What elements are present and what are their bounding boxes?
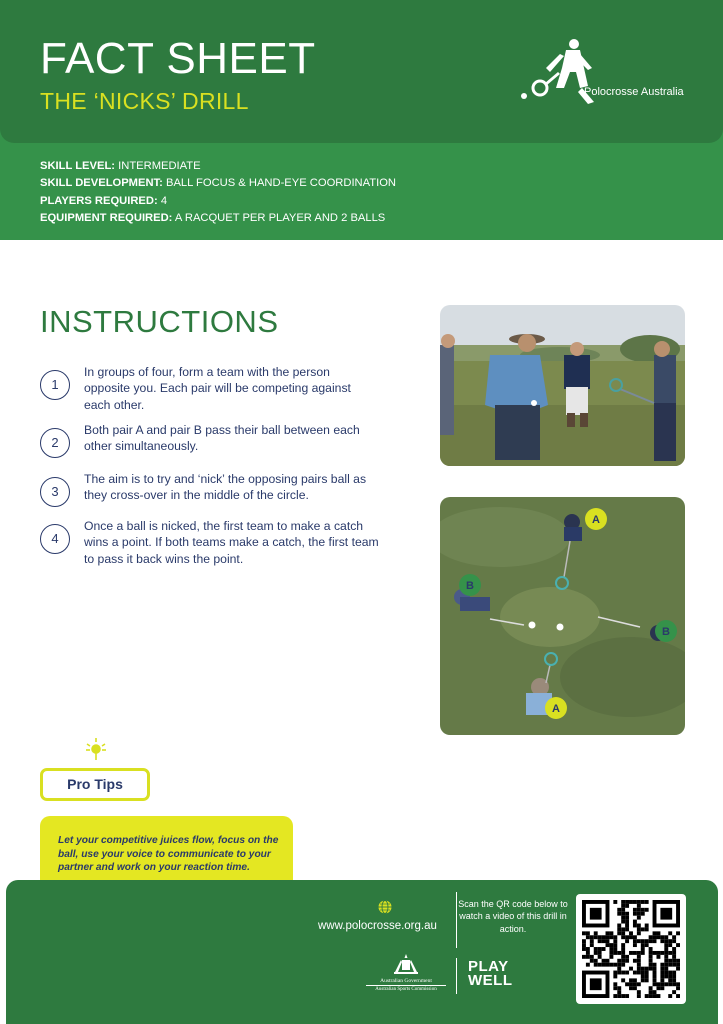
aerial-label-b-left: B xyxy=(466,580,474,592)
step-number-badge: 2 xyxy=(40,428,70,458)
qr-code-icon xyxy=(582,900,680,998)
website-link[interactable]: www.polocrosse.org.au xyxy=(318,920,437,932)
skill-level-line xyxy=(40,158,723,175)
drill-photo-players xyxy=(440,305,685,466)
instructions-heading: INSTRUCTIONS xyxy=(40,304,279,339)
step-text: The aim is to try and ‘nick’ the opposing pairs ball as they cross-over in the middle of the circle. xyxy=(84,472,367,503)
logo-text: Polocrosse Australia xyxy=(584,86,684,98)
qr-instructions: Scan the QR code below to watch a video of this drill in action. xyxy=(458,899,568,934)
aerial-label-a-top: A xyxy=(592,514,600,526)
pro-tips-heading: Pro Tips xyxy=(40,768,150,801)
government-logo xyxy=(366,954,446,998)
footer xyxy=(6,880,718,1024)
gov-line1: Australian Government xyxy=(380,978,432,984)
aerial-label-b-right: B xyxy=(662,626,670,638)
qr-code[interactable] xyxy=(576,894,686,1004)
step-text: In groups of four, form a team with the person opposite you. Each pair will be competing against each other. xyxy=(84,365,351,412)
globe-icon xyxy=(378,900,392,914)
footer-divider-lower xyxy=(456,958,457,994)
step-number-badge: 1 xyxy=(40,370,70,400)
equipment-value: A RACQUET PER PLAYER AND 2 BALLS xyxy=(174,212,386,225)
skill-development-label: SKILL DEVELOPMENT: xyxy=(40,177,163,190)
players-line xyxy=(40,193,723,210)
step-number-badge: 4 xyxy=(40,524,70,554)
step-number-badge: 3 xyxy=(40,477,70,507)
skill-level-label: SKILL LEVEL: xyxy=(40,160,116,172)
players-label: PLAYERS REQUIRED: xyxy=(40,194,158,207)
gov-line2: Australian Sports Commission xyxy=(366,985,446,992)
pro-tips-body: Let your competitive juices flow, focus on the ball, use your voice to communicate to your partner and work on your reaction time. xyxy=(40,816,293,894)
well-text: WELL xyxy=(468,972,513,989)
lightbulb-icon xyxy=(84,736,108,760)
step-text: Both pair A and pair B pass their ball between each other simultaneously. xyxy=(84,423,360,454)
skill-development-line xyxy=(40,175,723,192)
skill-level-value: INTERMEDIATE xyxy=(118,160,201,172)
aerial-label-a-bottom: A xyxy=(552,703,560,715)
step-text: Once a ball is nicked, the first team to make a catch wins a point. If both teams make a catch, the first team to pass it back wins the point. xyxy=(84,519,379,566)
play-well-logo xyxy=(468,960,528,988)
skill-development-value: BALL FOCUS & HAND-EYE COORDINATION xyxy=(165,177,396,190)
coat-of-arms-icon xyxy=(391,954,421,976)
page-title: FACT SHEET xyxy=(40,34,316,83)
footer-divider xyxy=(456,892,457,948)
equipment-label: EQUIPMENT REQUIRED: xyxy=(40,212,173,225)
equipment-line xyxy=(40,210,723,227)
header-banner xyxy=(0,0,723,143)
page-subtitle: THE ‘NICKS’ DRILL xyxy=(40,88,249,114)
play-text: PLAY xyxy=(468,958,509,975)
players-value: 4 xyxy=(160,194,168,207)
drill-photo-aerial xyxy=(440,497,685,735)
